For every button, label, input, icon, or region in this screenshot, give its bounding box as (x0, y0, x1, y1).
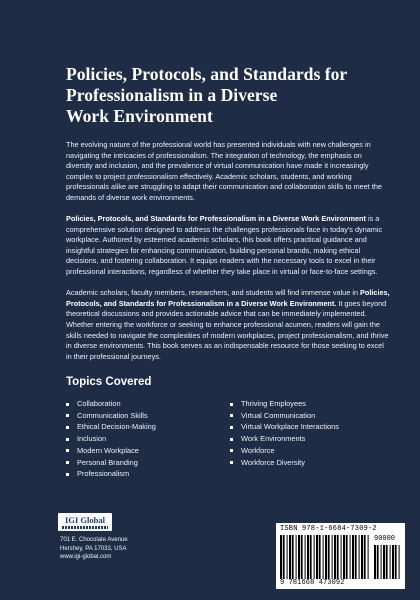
barcode-bar (352, 535, 354, 579)
barcode-bar (346, 535, 348, 579)
barcode-bar (334, 535, 336, 579)
barcode-bar (307, 535, 309, 579)
barcode-bar (386, 545, 388, 579)
barcode-bar (355, 535, 357, 579)
topics-list (66, 398, 386, 480)
topic-item: Personal Branding (66, 457, 230, 469)
barcode-bar (325, 535, 327, 579)
barcode-bar (343, 535, 345, 579)
barcode-bar (341, 535, 342, 579)
price-addon-digits: 90000 (374, 535, 396, 543)
barcode-bar (283, 535, 285, 579)
paragraph-text: Academic scholars, faculty members, researchers, and students will find immense value in (66, 288, 361, 298)
barcode-bar (305, 535, 306, 579)
topic-item: Communication Skills (66, 410, 230, 422)
barcode-bar (319, 535, 321, 579)
barcode-bar (332, 535, 333, 579)
description-paragraph-2 (66, 214, 390, 278)
addon-barcode-icon (374, 545, 400, 579)
barcode-bar (296, 535, 297, 579)
barcode-bar (374, 545, 376, 579)
topics-column-right (230, 398, 339, 480)
barcode-bar (323, 535, 324, 579)
barcode-bar (328, 535, 330, 579)
title-line: Work Environment (66, 106, 213, 126)
topic-item: Ethical Decision-Making (66, 421, 230, 433)
barcode-bar (377, 545, 379, 579)
barcode-bar (395, 545, 397, 579)
description-paragraph-3 (66, 288, 390, 362)
barcode-bar (310, 535, 312, 579)
address-line: www.igi-global.com (60, 554, 112, 561)
book-title-inline: Policies, Protocols, and Standards for Professionalism in a Diverse Work Environment (66, 214, 366, 224)
topic-item: Virtual Communication (230, 410, 339, 422)
ean-barcode-icon (280, 535, 370, 579)
address-line: 701 E. Chocolate Avenue (60, 537, 128, 543)
topic-item: Professionalism (66, 468, 230, 480)
barcode-bar (350, 535, 351, 579)
topic-item: Inclusion (66, 433, 230, 445)
barcode-bar (390, 545, 391, 579)
topics-heading: Topics Covered (66, 376, 152, 388)
isbn-number: ISBN 978-1-6684-7309-2 (280, 525, 377, 533)
publisher-logo-tagline-icon (62, 526, 108, 529)
paragraph-text: It goes beyond theoretical discussions and provides actionable advice that can be immediately implemented. Whether entering the workforce or seeking to enhance professional acumen, readers will gain the skills needed to navigate the complexities of modern workplaces, project professionalism, and thrive in diverse environments. This book serves as an indispensable resource for those seeking to excel in their professional journeys. (66, 298, 389, 361)
barcode-bar (280, 535, 282, 579)
barcode-bar (383, 545, 385, 579)
barcode-bar (337, 535, 339, 579)
publisher-logo-text: IGI Global (65, 514, 105, 525)
description-paragraph-1: The evolving nature of the professional world has presented individuals with new challenges in navigating the intricacies of professionalism. The integration of technology, the emphasis on diversity and inclusion, and the prevalence of virtual communication have made it increasingly complex to project professionalism effectively. Academic scholars, students, and working professionals alike are struggling to adapt their communication and collaboration skills to meet the demands of diverse work environments. (66, 140, 382, 202)
paragraph-text: is a comprehensive solution designed to address the challenges professionals face in today's dynamic workplace. Authored by esteemed academic scholars, this book offers practical guidance and insightful strategies for enhancing communication, building personal brands, making ethical decisions, and fostering collaboration. It equips readers with the necessary tools to excel in their professional interactions, regardless of whether they take place in virtual or face-to-face settings. (66, 214, 383, 277)
barcode-bar (314, 535, 315, 579)
barcode-bar (289, 535, 291, 579)
ean-digits: 9 781668 473092 (280, 579, 345, 587)
topic-item: Thriving Employees (230, 398, 339, 410)
barcode-bar (301, 535, 303, 579)
publisher-logo (58, 513, 112, 531)
barcode-bar (399, 545, 400, 579)
address-line: Hershey, PA 17033, USA (60, 545, 127, 552)
topics-column-left (66, 398, 230, 480)
description (66, 140, 390, 373)
barcode-bar (287, 535, 288, 579)
topic-item: Workforce (230, 445, 339, 457)
barcode-panel (276, 523, 405, 589)
barcode-bar (381, 545, 382, 579)
topic-item: Virtual Workplace Interactions (230, 421, 339, 433)
barcode-bar (368, 535, 369, 579)
book-title-inline: Policies, Protocols, and Standards for Professionalism in a Diverse Work Environment. (66, 288, 390, 308)
barcode-bar (364, 535, 366, 579)
barcode-bar (361, 535, 363, 579)
topic-item: Modern Workplace (66, 445, 230, 457)
barcode-bar (392, 545, 394, 579)
publisher-address (60, 536, 128, 562)
book-title (66, 64, 396, 127)
topic-item: Work Environments (230, 433, 339, 445)
topic-item: Collaboration (66, 398, 230, 410)
barcode-bar (316, 535, 318, 579)
barcode-bar (298, 535, 300, 579)
barcode-bar (359, 535, 360, 579)
topic-item: Workforce Diversity (230, 457, 339, 469)
title-line: Policies, Protocols, and Standards for (66, 64, 348, 84)
barcode-bar (292, 535, 294, 579)
title-line: Professionalism in a Diverse (66, 85, 278, 105)
